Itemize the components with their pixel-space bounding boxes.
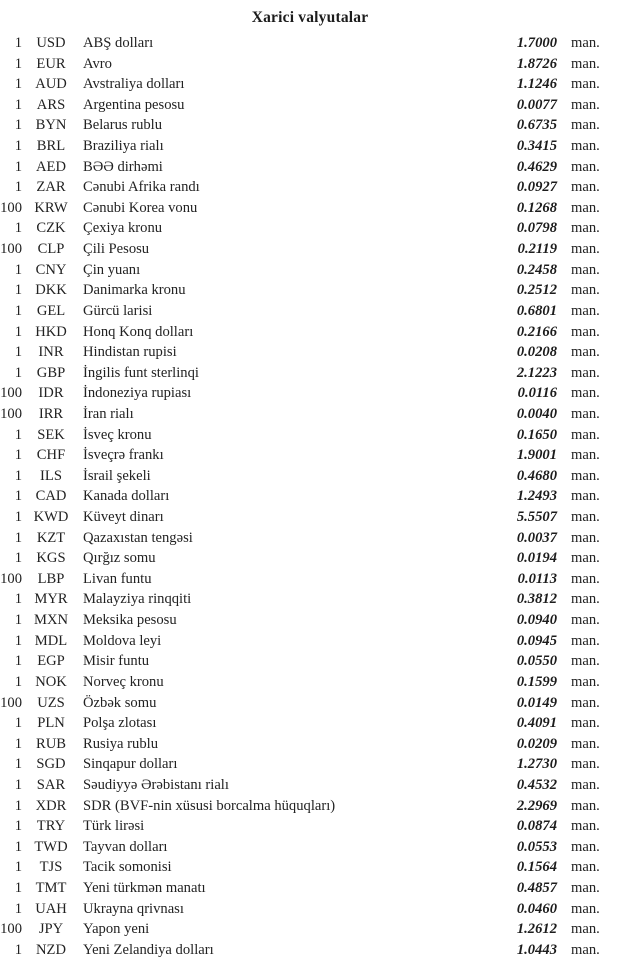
currency-row [0,115,620,136]
currency-code: SGD [36,756,66,773]
exchange-rate: 0.0945 [516,632,557,649]
unit-label: man. [571,426,600,443]
currency-name: Özbək somu [83,694,157,711]
quantity: 1 [14,653,22,670]
currency-row [0,54,620,75]
quantity: 1 [14,158,22,175]
currency-name: Cənubi Afrika randı [83,179,200,196]
unit-label: man. [571,715,600,732]
currency-code: EUR [36,55,66,72]
exchange-rate: 0.2458 [516,261,557,278]
currency-code: TMT [35,879,67,896]
currency-name: Çin yuanı [83,261,141,278]
unit-label: man. [571,261,600,278]
quantity: 1 [14,879,22,896]
unit-label: man. [571,550,600,567]
currency-code: SAR [36,776,66,793]
unit-label: man. [571,76,600,93]
currency-code: AUD [35,76,67,93]
unit-label: man. [571,323,600,340]
currency-name: Belarus rublu [83,117,163,134]
quantity: 1 [14,673,22,690]
currency-code: XDR [35,797,67,814]
exchange-rate: 0.4629 [516,158,557,175]
exchange-rate: 5.5507 [516,509,557,526]
currency-row [0,425,620,446]
currency-row [0,899,620,920]
currency-row [0,919,620,940]
currency-name: İsveçrə frankı [83,447,164,464]
exchange-rate: 0.0077 [516,96,557,113]
exchange-rate: 1.2612 [516,921,557,938]
exchange-rate: 0.0553 [516,838,557,855]
currency-code: SEK [37,426,65,443]
currency-row [0,177,620,198]
unit-label: man. [571,632,600,649]
exchange-rate: 0.4680 [516,467,557,484]
quantity: 1 [14,344,22,361]
currency-row [0,95,620,116]
unit-label: man. [571,282,600,299]
quantity: 100 [0,405,22,422]
currency-name: Danimarka kronu [83,282,186,299]
unit-label: man. [571,591,600,608]
quantity: 1 [14,323,22,340]
currency-code: BYN [35,117,67,134]
currency-name: Avstraliya dolları [83,76,185,93]
quantity: 1 [14,756,22,773]
quantity: 1 [14,220,22,237]
unit-label: man. [571,509,600,526]
quantity: 1 [14,859,22,876]
currency-row [0,383,620,404]
currency-name: Tayvan dolları [83,838,168,855]
currency-name: Türk lirəsi [83,818,145,835]
unit-label: man. [571,756,600,773]
currency-table [0,33,620,960]
unit-label: man. [571,199,600,216]
currency-code: CZK [36,220,66,237]
currency-name: Ukrayna qrivnası [83,900,184,917]
currency-name: Meksika pesosu [83,612,177,629]
unit-label: man. [571,859,600,876]
exchange-rate: 1.8726 [516,55,557,72]
quantity: 1 [14,550,22,567]
unit-label: man. [571,467,600,484]
currency-name: Hindistan rupisi [83,344,177,361]
exchange-rate: 0.0194 [516,550,557,567]
quantity: 1 [14,96,22,113]
quantity: 1 [14,488,22,505]
exchange-rate: 1.2730 [516,756,557,773]
currency-code: USD [36,35,66,51]
currency-code: TWD [34,838,68,855]
currency-row [0,754,620,775]
currency-name: Norveç kronu [83,673,164,690]
currency-code: PLN [37,715,65,732]
unit-label: man. [571,179,600,196]
currency-row [0,693,620,714]
exchange-rate: 0.2119 [517,241,557,258]
quantity: 1 [14,302,22,319]
exchange-rate: 0.1564 [516,859,557,876]
currency-code: JPY [38,921,64,938]
unit-label: man. [571,776,600,793]
exchange-rate: 1.9001 [516,447,557,464]
currency-code: EGP [37,653,65,670]
quantity: 100 [0,241,22,258]
currency-code: ARS [36,96,66,113]
currency-name: Argentina pesosu [83,96,185,113]
unit-label: man. [571,447,600,464]
currency-code: CHF [36,447,66,464]
quantity: 1 [14,529,22,546]
currency-row [0,507,620,528]
quantity: 1 [14,426,22,443]
currency-name: Sinqapur dolları [83,756,178,773]
quantity: 1 [14,282,22,299]
currency-code: UZS [37,694,65,711]
quantity: 1 [14,509,22,526]
exchange-rate: 0.0208 [516,344,557,361]
unit-label: man. [571,35,600,51]
currency-name: Honq Konq dolları [83,323,194,340]
quantity: 1 [14,900,22,917]
exchange-rate: 0.4857 [516,879,557,896]
unit-label: man. [571,158,600,175]
currency-row [0,528,620,549]
quantity: 1 [14,76,22,93]
currency-code: MXN [33,612,69,629]
currency-code: AED [36,158,66,175]
currency-row [0,260,620,281]
quantity: 1 [14,35,22,51]
currency-row [0,342,620,363]
currency-row [0,631,620,652]
exchange-rate: 1.0443 [516,941,557,958]
currency-name: İran rialı [83,405,134,422]
unit-label: man. [571,220,600,237]
currency-code: MDL [34,632,68,649]
currency-code: LBP [37,570,65,587]
currency-code: DKK [35,282,67,299]
currency-row [0,816,620,837]
currency-row [0,837,620,858]
currency-name: Polşa zlotası [83,715,157,732]
currency-name: BƏƏ dirhəmi [83,158,163,175]
currency-name: Gürcü larisi [83,302,153,319]
quantity: 1 [14,776,22,793]
currency-name: Yapon yeni [83,921,150,938]
unit-label: man. [571,96,600,113]
quantity: 1 [14,117,22,134]
exchange-rate: 0.0116 [517,385,557,402]
currency-code: ILS [40,467,62,484]
currency-code: HKD [35,323,67,340]
exchange-rate: 0.6801 [516,302,557,319]
currency-name: SDR (BVF-nin xüsusi borcalma hüquqları) [83,797,336,814]
currency-code: IDR [38,385,64,402]
unit-label: man. [571,797,600,814]
currency-name: Tacik somonisi [83,859,172,876]
currency-row [0,940,620,961]
currency-row [0,445,620,466]
currency-name: İsrail şekeli [83,467,151,484]
quantity: 1 [14,632,22,649]
quantity: 1 [14,447,22,464]
exchange-rate: 1.7000 [516,35,557,51]
currency-code: CNY [35,261,67,278]
exchange-rate: 1.2493 [516,488,557,505]
quantity: 1 [14,261,22,278]
unit-label: man. [571,941,600,958]
currency-code: IRR [38,405,64,422]
currency-code: KGS [36,550,66,567]
quantity: 1 [14,818,22,835]
unit-label: man. [571,879,600,896]
currency-name: Avro [83,55,112,72]
currency-row [0,280,620,301]
exchange-rate: 0.6735 [516,117,557,134]
currency-name: Qırğız somu [83,550,156,567]
exchange-rate: 0.1268 [516,199,557,216]
currency-code: KRW [34,199,68,216]
unit-label: man. [571,612,600,629]
currency-name: İsveç kronu [83,426,152,443]
quantity: 1 [14,838,22,855]
exchange-rate: 0.0927 [516,179,557,196]
exchange-rate: 0.2166 [516,323,557,340]
quantity: 1 [14,941,22,958]
currency-code: INR [38,344,64,361]
exchange-rate: 2.2969 [516,797,557,814]
currency-code: RUB [35,735,66,752]
quantity: 100 [0,694,22,711]
exchange-rate: 0.0037 [516,529,557,546]
currency-row [0,198,620,219]
unit-label: man. [571,673,600,690]
currency-row [0,610,620,631]
currency-row [0,486,620,507]
unit-label: man. [571,694,600,711]
quantity: 1 [14,797,22,814]
exchange-rate: 0.0209 [516,735,557,752]
currency-row [0,74,620,95]
exchange-rate: 0.2512 [516,282,557,299]
unit-label: man. [571,117,600,134]
exchange-rate: 1.1246 [516,76,557,93]
page-title: Xarici valyutalar [251,9,369,26]
quantity: 1 [14,179,22,196]
unit-label: man. [571,385,600,402]
currency-name: Çili Pesosu [83,241,150,258]
currency-name: Qazaxıstan tengəsi [83,529,193,546]
currency-row [0,157,620,178]
currency-row [0,404,620,425]
quantity: 100 [0,199,22,216]
exchange-rate: 0.0874 [516,818,557,835]
exchange-rate: 0.0940 [516,612,557,629]
currency-name: Misir funtu [83,653,150,670]
currency-code: NOK [35,673,67,690]
currency-name: Braziliya rialı [83,138,164,155]
currency-row [0,218,620,239]
unit-label: man. [571,818,600,835]
currency-row [0,734,620,755]
currency-code: CLP [37,241,65,258]
currency-row [0,301,620,322]
exchange-rate: 0.1599 [516,673,557,690]
currency-name: Rusiya rublu [83,735,158,752]
unit-label: man. [571,921,600,938]
currency-code: MYR [34,591,68,608]
unit-label: man. [571,302,600,319]
currency-code: CAD [35,488,67,505]
quantity: 1 [14,735,22,752]
exchange-rate: 0.0460 [516,900,557,917]
currency-row [0,33,620,54]
unit-label: man. [571,241,600,258]
currency-row [0,322,620,343]
exchange-rate: 0.0113 [517,570,557,587]
currency-row [0,589,620,610]
exchange-rate: 0.0798 [516,220,557,237]
currency-row [0,878,620,899]
currency-row [0,775,620,796]
currency-name: Moldova leyi [83,632,162,649]
unit-label: man. [571,364,600,381]
quantity: 1 [14,364,22,381]
currency-name: Yeni Zelandiya dolları [83,941,214,958]
currency-row [0,466,620,487]
exchange-rate: 0.0149 [516,694,557,711]
currency-row [0,672,620,693]
currency-code: TRY [36,818,66,835]
unit-label: man. [571,570,600,587]
currency-name: ABŞ dolları [83,35,154,51]
currency-name: Küveyt dinarı [83,509,164,526]
exchange-rate: 0.3415 [516,138,557,155]
currency-name: Səudiyyə Ərəbistanı rialı [83,776,229,793]
currency-row [0,713,620,734]
quantity: 100 [0,385,22,402]
currency-row [0,651,620,672]
quantity: 1 [14,612,22,629]
unit-label: man. [571,405,600,422]
quantity: 1 [14,591,22,608]
unit-label: man. [571,653,600,670]
currency-name: Malayziya rinqqiti [83,591,192,608]
exchange-rate: 0.3812 [516,591,557,608]
currency-row [0,857,620,878]
unit-label: man. [571,838,600,855]
currency-row [0,363,620,384]
unit-label: man. [571,900,600,917]
exchange-rate: 0.4091 [516,715,557,732]
exchange-rate: 2.1223 [516,364,557,381]
quantity: 100 [0,921,22,938]
unit-label: man. [571,344,600,361]
currency-code: GBP [36,364,66,381]
currency-code: TJS [39,859,63,876]
unit-label: man. [571,529,600,546]
exchange-rate: 0.0040 [516,405,557,422]
unit-label: man. [571,735,600,752]
currency-name: Cənubi Korea vonu [83,199,198,216]
currency-name: Livan funtu [83,570,152,587]
exchange-rate: 0.1650 [516,426,557,443]
exchange-rate: 0.4532 [516,776,557,793]
quantity: 1 [14,138,22,155]
currency-row [0,136,620,157]
unit-label: man. [571,55,600,72]
currency-row [0,569,620,590]
currency-code: KZT [36,529,66,546]
quantity: 1 [14,715,22,732]
currency-row [0,548,620,569]
currency-code: BRL [36,138,66,155]
quantity: 1 [14,467,22,484]
currency-code: UAH [35,900,67,917]
unit-label: man. [571,488,600,505]
exchange-rate: 0.0550 [516,653,557,670]
currency-name: İndoneziya rupiası [83,385,192,402]
currency-row [0,239,620,260]
currency-code: ZAR [36,179,66,196]
currency-name: Çexiya kronu [83,220,163,237]
currency-code: NZD [36,941,66,958]
quantity: 100 [0,570,22,587]
unit-label: man. [571,138,600,155]
currency-row [0,796,620,817]
currency-name: Yeni türkmən manatı [83,879,206,896]
currency-name: İngilis funt sterlinqi [83,364,199,381]
quantity: 1 [14,55,22,72]
currency-name: Kanada dolları [83,488,170,505]
currency-code: GEL [36,302,66,319]
currency-code: KWD [33,509,69,526]
